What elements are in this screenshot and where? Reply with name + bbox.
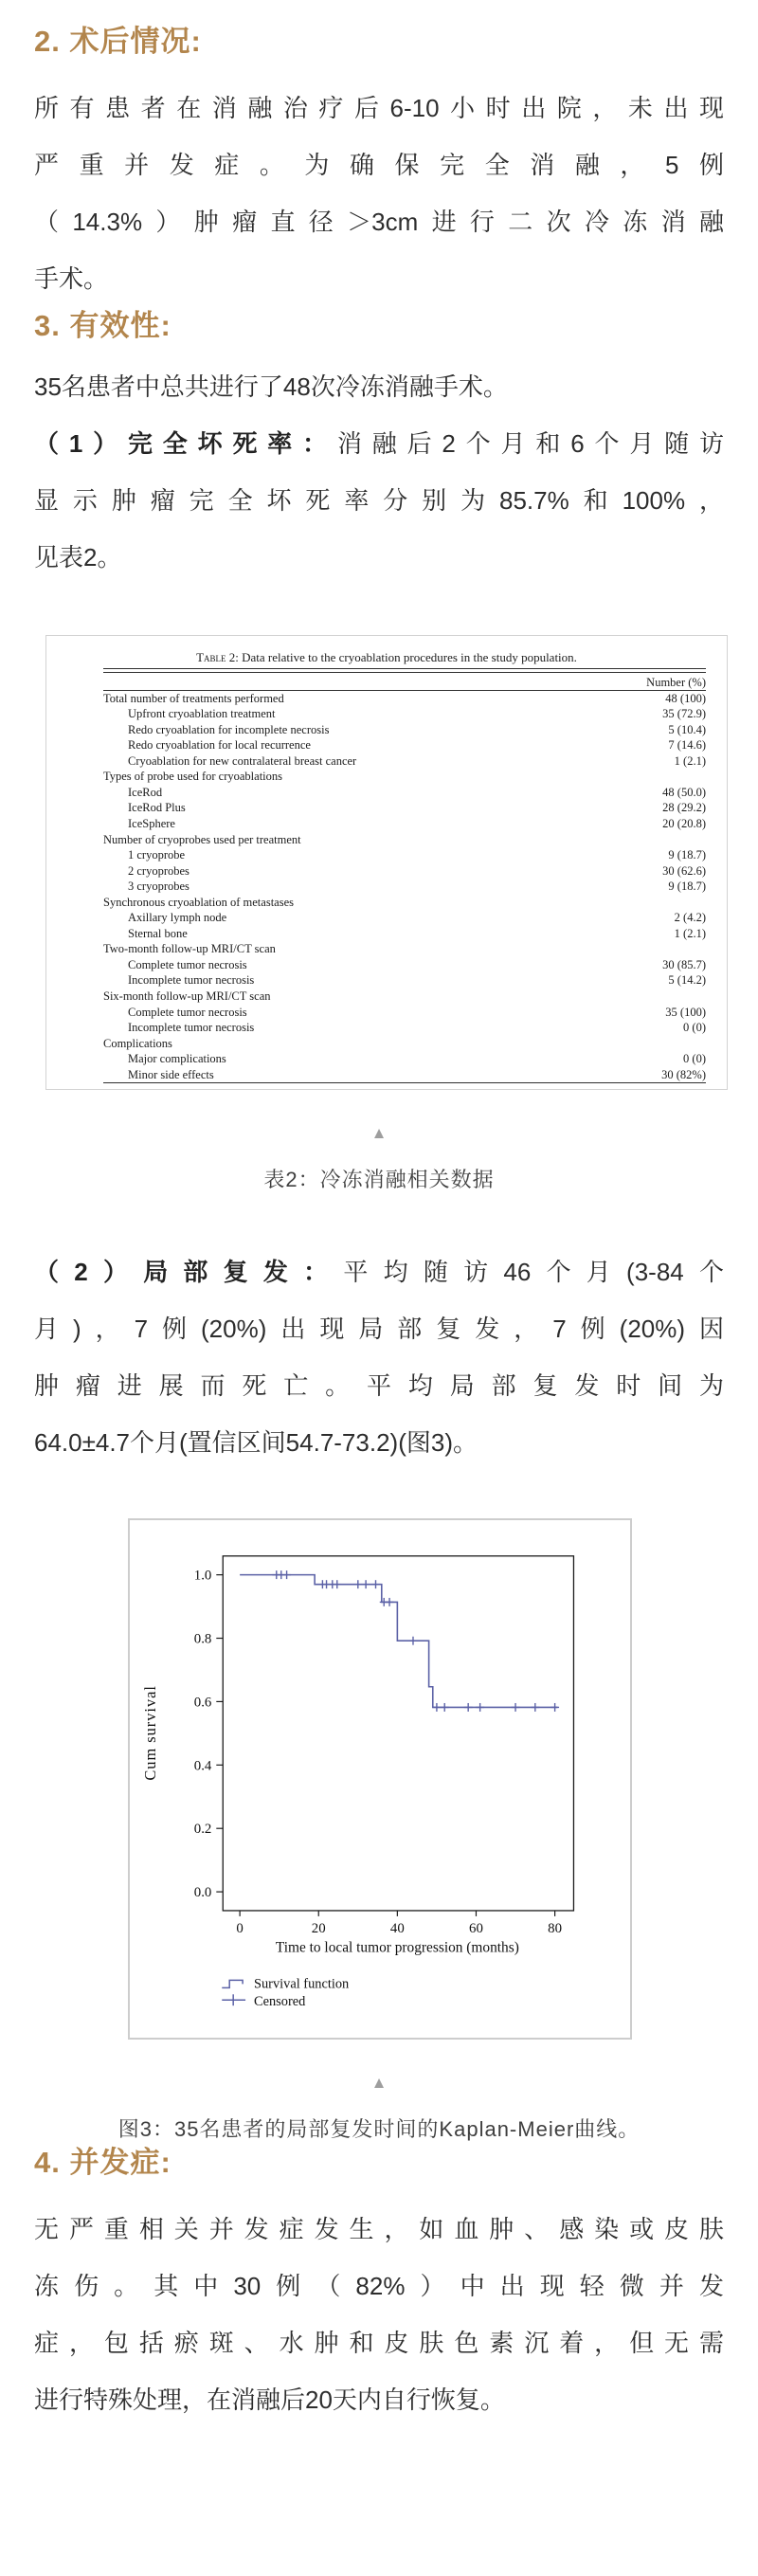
table-row: Redo cryoablation for incomplete necrosis 5 (10.4) xyxy=(128,722,706,736)
km-chart-svg xyxy=(130,1520,630,2038)
table-row: Incomplete tumor necrosis 5 (14.2) xyxy=(128,973,706,988)
table-title-label: Table 2: xyxy=(196,650,239,664)
paragraph-complete-necrosis xyxy=(34,415,724,586)
svg-text:80: 80 xyxy=(548,1920,563,1936)
table-title xyxy=(46,649,727,666)
text-line: 显示肿瘤完全坏死率分别为85.7%和100%， xyxy=(34,486,724,515)
text-line: 所有患者在消融治疗后6-10小时出院，未出现 xyxy=(34,94,724,122)
table-row: Incomplete tumor necrosis 0 (0) xyxy=(128,1021,706,1035)
svg-text:Censored: Censored xyxy=(254,1994,306,2010)
text-line: （14.3%）肿瘤直径＞3cm进行二次冷冻消融 xyxy=(34,208,724,236)
table-row: IceRod 48 (50.0) xyxy=(128,785,706,799)
table-rows xyxy=(103,691,706,1083)
table-row: Sternal bone 1 (2.1) xyxy=(128,926,706,940)
text-line: 进行特殊处理，在消融后20天内自行恢复。 xyxy=(34,2386,505,2414)
section-heading-efficacy: 3. 有效性: xyxy=(34,309,171,342)
table-row: Major complications 0 (0) xyxy=(128,1052,706,1066)
text-line: 症，包括瘀斑、水肿和皮肤色素沉着，但无需 xyxy=(34,2329,724,2357)
table-row: Upfront cryoablation treatment 35 (72.9) xyxy=(128,707,706,721)
collapse-triangle-icon: ▲ xyxy=(370,1124,388,1142)
table-row: Complications xyxy=(103,1036,172,1050)
table-row: 2 cryoprobes 30 (62.6) xyxy=(128,863,706,878)
table-row: Number of cryoprobes used per treatment xyxy=(103,832,301,846)
table-row: 3 cryoprobes 9 (18.7) xyxy=(128,880,706,894)
table-caption: 表2：冷冻消融相关数据 xyxy=(263,1168,495,1191)
svg-text:0: 0 xyxy=(236,1920,244,1936)
text-line: 冻伤。其中30例（82%）中出现轻微并发 xyxy=(34,2272,724,2300)
svg-text:Time to local tumor progressio: Time to local tumor progression (months) xyxy=(275,1939,519,1956)
table-row: Six-month follow-up MRI/CT scan xyxy=(103,989,271,1003)
collapse-triangle-icon: ▲ xyxy=(370,2074,388,2092)
figure-caption: 图3：35名患者的局部复发时间的Kaplan-Meier曲线。 xyxy=(117,2117,641,2141)
table-row: Total number of treatments performed 48 (100) xyxy=(103,691,706,705)
text-line: 肿瘤进展而死亡。平均局部复发时间为 xyxy=(34,1371,724,1400)
table-row: Axillary lymph node 2 (4.2) xyxy=(128,911,706,925)
table-row: Two-month follow-up MRI/CT scan xyxy=(103,942,276,956)
svg-text:1.0: 1.0 xyxy=(193,1568,212,1584)
table-col-header: Number (%) xyxy=(646,675,706,689)
paragraph-local-recurrence xyxy=(34,1243,724,1471)
svg-text:0.4: 0.4 xyxy=(193,1758,212,1774)
section-heading-complications: 4. 并发症: xyxy=(34,2146,171,2179)
table-row: Synchronous cryoablation of metastases xyxy=(103,895,294,909)
section-heading-postop: 2. 术后情况: xyxy=(34,25,202,58)
text-line: 见表2。 xyxy=(34,543,122,571)
paragraph-complications xyxy=(34,2201,724,2428)
text-line: 无严重相关并发症发生，如血肿、感染或皮肤 xyxy=(34,2215,724,2243)
table-figure xyxy=(45,635,728,1090)
svg-text:0.2: 0.2 xyxy=(193,1822,212,1838)
text-line: （1）完全坏死率：消融后2个月和6个月随访 xyxy=(34,429,724,458)
text-line: （2）局部复发：平均随访46个月(3-84个 xyxy=(34,1258,724,1286)
table-row: Types of probe used for cryoablations xyxy=(103,770,283,784)
table-body xyxy=(103,668,706,1083)
svg-text:0.8: 0.8 xyxy=(193,1631,212,1647)
svg-text:Cum survival: Cum survival xyxy=(140,1685,159,1781)
km-figure xyxy=(128,1518,632,2040)
text-line: 64.0±4.7个月(置信区间54.7-73.2)(图3)。 xyxy=(34,1428,478,1457)
svg-text:0.6: 0.6 xyxy=(193,1695,212,1711)
table-bottom-rule xyxy=(103,1082,706,1083)
table-top-rule xyxy=(103,668,706,673)
paragraph-total-treatments xyxy=(34,358,724,415)
svg-text:Survival function: Survival function xyxy=(254,1976,350,1992)
table-row: Complete tumor necrosis 30 (85.7) xyxy=(128,957,706,971)
svg-text:0.0: 0.0 xyxy=(193,1885,212,1901)
svg-text:20: 20 xyxy=(311,1920,326,1936)
svg-text:40: 40 xyxy=(389,1920,405,1936)
table-title-text: Data relative to the cryoablation procedures in the study population. xyxy=(242,650,577,664)
text-line: 手术。 xyxy=(34,264,109,293)
text-line: 35名患者中总共进行了48次冷冻消融手术。 xyxy=(34,372,508,401)
svg-text:60: 60 xyxy=(469,1920,483,1936)
paragraph-postop xyxy=(34,80,724,307)
text-line: 月)，7例(20%)出现局部复发，7例(20%)因 xyxy=(34,1315,724,1343)
table-row: Redo cryoablation for local recurrence 7 (14.6) xyxy=(128,738,706,753)
table-row: IceRod Plus 28 (29.2) xyxy=(128,801,706,815)
table-row: 1 cryoprobe 9 (18.7) xyxy=(128,848,706,862)
text-line: 严重并发症。为确保完全消融，5例 xyxy=(34,151,724,179)
table-row: Minor side effects 30 (82%) xyxy=(128,1067,706,1081)
table-row: Complete tumor necrosis 35 (100) xyxy=(128,1005,706,1019)
table-row: Cryoablation for new contralateral breast cancer 1 (2.1) xyxy=(128,753,706,768)
table-row: IceSphere 20 (20.8) xyxy=(128,816,706,830)
